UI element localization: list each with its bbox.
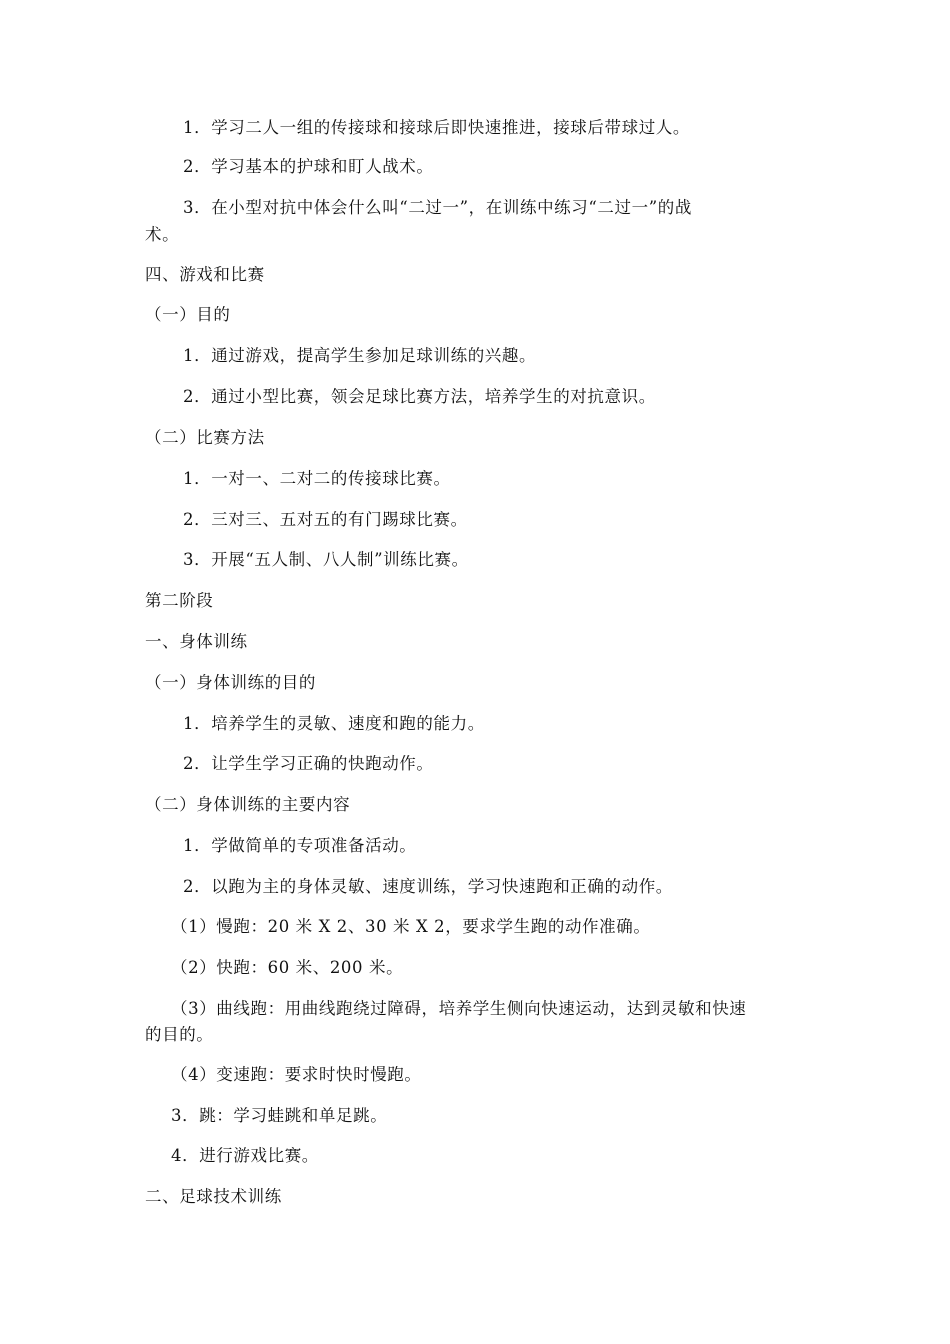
paragraph-list-item: 3．跳：学习蛙跳和单足跳。 [171, 1106, 388, 1125]
paragraph-continuation: 的目的。 [145, 1025, 214, 1044]
paragraph-list-item: 3．开展“五人制、八人制”训练比赛。 [183, 550, 469, 569]
paragraph-list-item: 2．学习基本的护球和盯人战术。 [183, 157, 434, 176]
paragraph-list-item: 1．学习二人一组的传接球和接球后即快速推进，接球后带球过人。 [183, 118, 690, 137]
stage-heading: 第二阶段 [145, 591, 214, 610]
paragraph-list-item: 1．培养学生的灵敏、速度和跑的能力。 [183, 714, 485, 733]
paragraph-list-item: 1．一对一、二对二的传接球比赛。 [183, 469, 451, 488]
paragraph-sub-item: （4）变速跑：要求时快时慢跑。 [171, 1065, 422, 1084]
paragraph-list-item: 1．通过游戏，提高学生参加足球训练的兴趣。 [183, 346, 537, 365]
subsection-heading: （一）目的 [145, 305, 231, 324]
paragraph-list-item: 4．进行游戏比赛。 [171, 1146, 319, 1165]
paragraph-list-item: 2．三对三、五对五的有门踢球比赛。 [183, 510, 468, 529]
paragraph-sub-item: （2）快跑：60 米、200 米。 [171, 958, 404, 977]
paragraph-sub-item: （1）慢跑：20 米 X 2、30 米 X 2，要求学生跑的动作准确。 [171, 917, 651, 936]
paragraph-list-item: 2．让学生学习正确的快跑动作。 [183, 754, 434, 773]
paragraph-sub-item: （3）曲线跑：用曲线跑绕过障碍，培养学生侧向快速运动，达到灵敏和快速 [171, 999, 747, 1018]
subsection-heading: （二）身体训练的主要内容 [145, 795, 351, 814]
paragraph-list-item: 1．学做简单的专项准备活动。 [183, 836, 417, 855]
subsection-heading: （一）身体训练的目的 [145, 673, 316, 692]
section-heading: 二、足球技术训练 [145, 1187, 282, 1206]
paragraph-continuation: 术。 [145, 225, 180, 244]
paragraph-list-item: 3．在小型对抗中体会什么叫“二过一”，在训练中练习“二过一”的战 [183, 198, 692, 217]
paragraph-list-item: 2．通过小型比赛，领会足球比赛方法，培养学生的对抗意识。 [183, 387, 656, 406]
subsection-heading: （二）比赛方法 [145, 428, 265, 447]
section-heading: 四、游戏和比赛 [145, 265, 265, 284]
paragraph-list-item: 2．以跑为主的身体灵敏、速度训练，学习快速跑和正确的动作。 [183, 877, 673, 896]
section-heading: 一、身体训练 [145, 632, 248, 651]
